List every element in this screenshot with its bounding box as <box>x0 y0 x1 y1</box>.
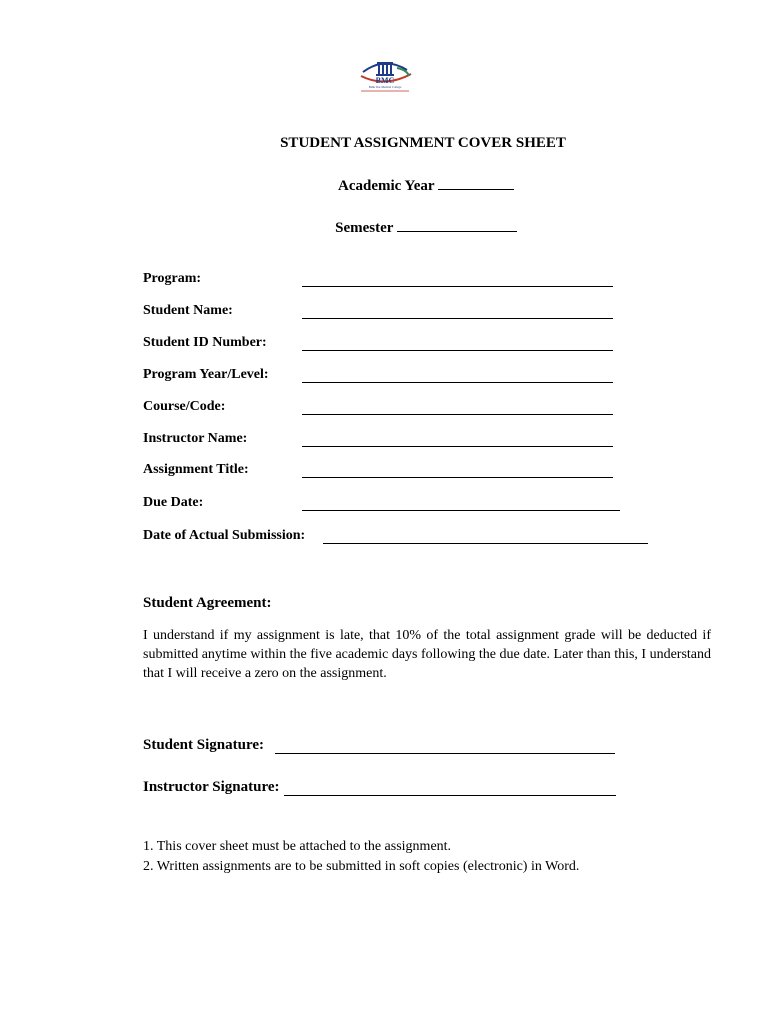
program-field[interactable] <box>302 285 613 287</box>
course-code-label: Course/Code: <box>143 399 226 414</box>
student-id-field[interactable] <box>302 349 613 351</box>
student-signature-field[interactable] <box>275 752 615 754</box>
academic-year-row <box>0 176 768 195</box>
instructor-name-field[interactable] <box>302 445 613 447</box>
instructor-signature-field[interactable] <box>284 794 616 796</box>
semester-label: Semester <box>335 220 394 236</box>
assignment-title-label: Assignment Title: <box>143 462 249 477</box>
college-logo <box>357 54 413 94</box>
semester-field[interactable] <box>397 218 517 232</box>
semester-row <box>0 218 768 237</box>
program-year-label: Program Year/Level: <box>143 367 269 382</box>
due-date-field[interactable] <box>302 509 620 511</box>
page-title: STUDENT ASSIGNMENT COVER SHEET <box>280 135 566 151</box>
actual-submission-label: Date of Actual Submission: <box>143 528 306 543</box>
program-year-field[interactable] <box>302 381 613 383</box>
academic-year-label: Academic Year <box>338 178 435 194</box>
note-item: 1. This cover sheet must be attached to the assignment. <box>143 839 452 854</box>
student-name-label: Student Name: <box>143 303 233 318</box>
note-item: 2. Written assignments are to be submitted in soft copies (electronic) in Word. <box>143 859 580 874</box>
logo-tagline: Bahir Dar Medical College <box>368 86 402 89</box>
assignment-title-field[interactable] <box>302 476 613 478</box>
academic-year-field[interactable] <box>438 176 514 190</box>
program-label: Program: <box>143 271 202 286</box>
instructor-signature-label: Instructor Signature: <box>143 779 280 795</box>
student-signature-label: Student Signature: <box>143 737 264 753</box>
student-agreement-text: I understand if my assignment is late, that 10% of the total assignment grade will be deducted if submitted anytime within the five academic days following the due date. Later than this, I understand that I will receive a zero on the assignment. <box>143 628 712 681</box>
student-agreement-heading: Student Agreement: <box>143 595 272 611</box>
student-name-field[interactable] <box>302 317 613 319</box>
instructor-name-label: Instructor Name: <box>143 431 248 446</box>
actual-submission-field[interactable] <box>323 542 648 544</box>
logo-text: BMC <box>375 76 395 85</box>
course-code-field[interactable] <box>302 413 613 415</box>
student-id-label: Student ID Number: <box>143 335 267 350</box>
due-date-label: Due Date: <box>143 495 204 510</box>
